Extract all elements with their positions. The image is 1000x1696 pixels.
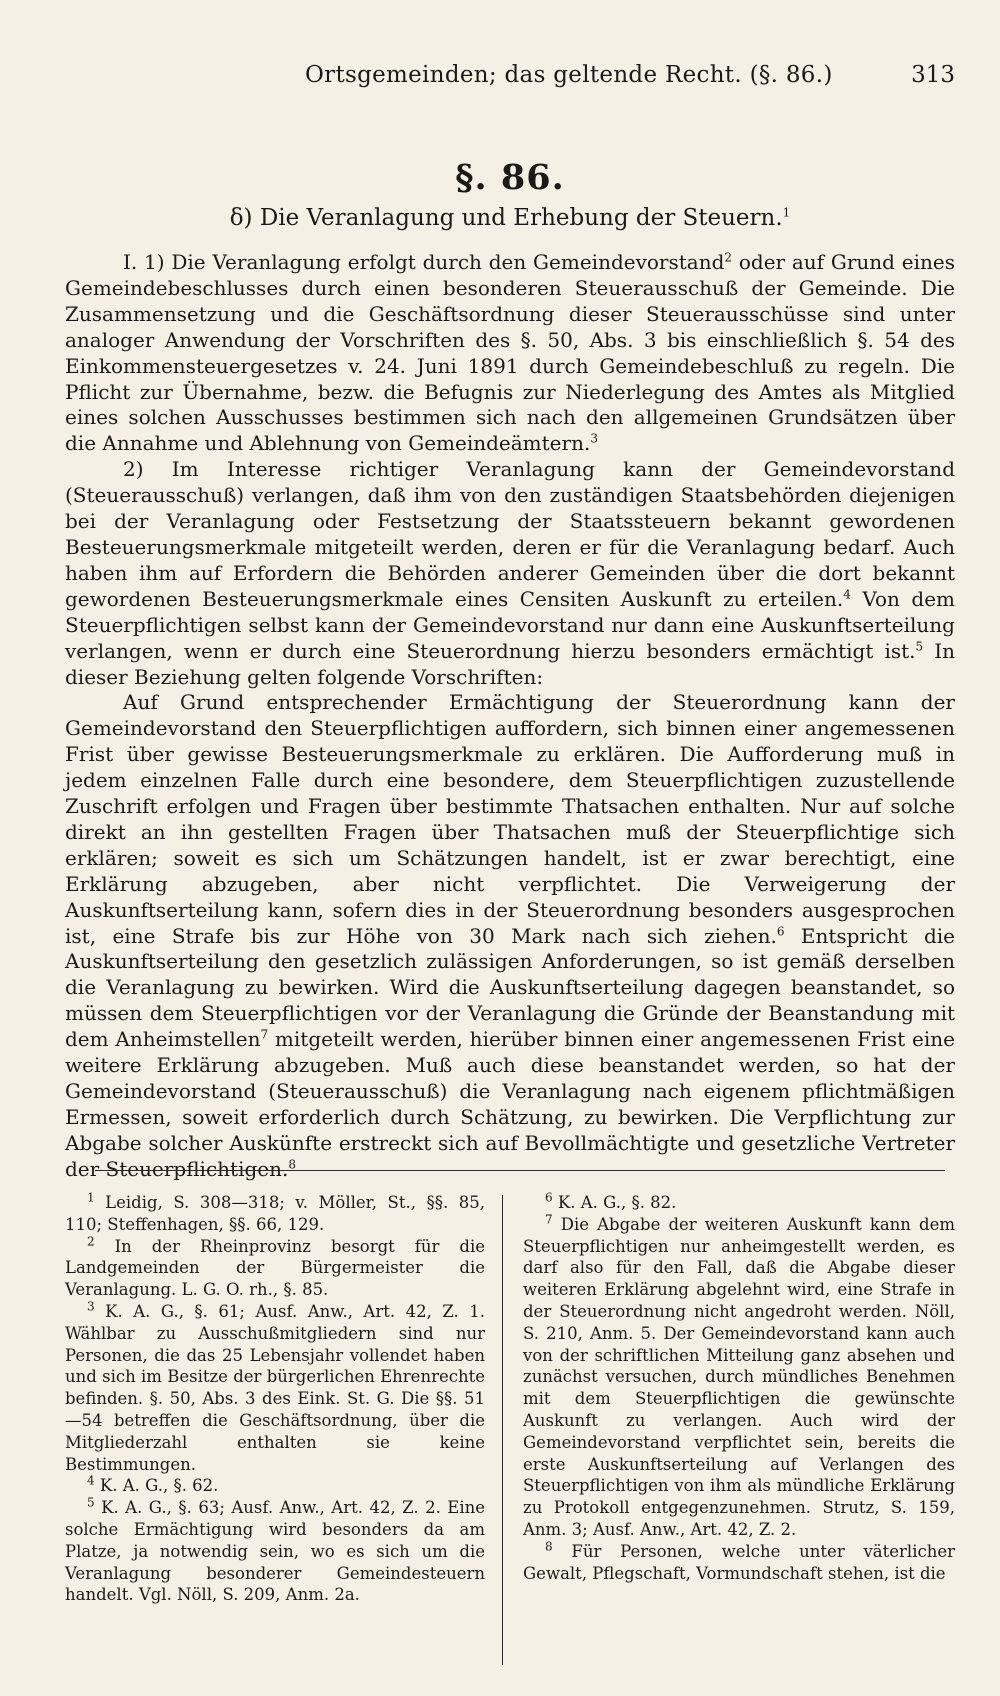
footnote-number: 7 — [545, 1212, 553, 1227]
footnotes-right-column — [523, 1192, 955, 1584]
footnote-text: In der Rheinprovinz besorgt für die Landgemeinden der Bürgermeister die Veranlagung. L. G. O. rh., §. 85. — [65, 1236, 486, 1300]
paragraph-text: Entspricht die Auskunftserteilung den gesetzlich zulässigen Anforderungen, so ist gemäß derselben die Veranlagung zu bewirken. Wird die Auskunftserteilung dagegen beanstandet, so müssen dem Steuerpflichtigen vor der Veranlagung die Gründe der Beanstandung mit dem Anheimstellen — [65, 923, 955, 1052]
footnote-number: 8 — [545, 1539, 553, 1554]
footnote-number: 4 — [87, 1473, 95, 1488]
section-number: §. 86. — [455, 157, 565, 198]
footnote-number: 5 — [87, 1495, 95, 1510]
footnote-5 — [65, 1497, 485, 1606]
paragraph-text: Auf Grund entsprechender Ermächtigung der Steuerordnung kann der Gemeindevorstand den Steuerpflichtigen auffordern, sich binnen einer angemessenen Frist über gewisse Besteuerungsmerkmale zu erklären. Die Aufforderung muß in jedem einzelnen Falle durch eine besondere, dem Steuerpflichtigen zuzustellende Zuschrift erfolgen und Fragen über bestimmte Thatsachen enthalten. Nur auf solche direkt an ihn gestellten Fragen über Thatsachen muß der Steuerpflichtige sich erklären; soweit es sich um Schätzungen handelt, ist er zwar berechtigt, eine Erklärung abzugeben, aber nicht verpflichtet. Die Verweigerung der Auskunftserteilung kann, sofern dies in der Steuerordnung besonders ausgesprochen ist, eine Strafe bis zur Höhe von 30 Mark nach sich ziehen. — [65, 690, 955, 948]
book-page — [65, 52, 955, 1672]
footnote-number: 1 — [87, 1190, 95, 1205]
body-text — [65, 250, 955, 1183]
paragraph-text: oder auf Grund eines Gemeindebeschlusses durch einen besonderen Steuerausschuß der Gemeinde. Die Zusammensetzung und die Geschäftsordnung dieser Steuerausschüsse sind unter analoger Anwendung der Vorschriften des §. 50, Abs. 3 bis einschließlich §. 54 des Einkommensteuergesetzes v. 24. Juni 1891 durch Gemeindebeschluß zu regeln. Die Pflicht zur Übernahme, bezw. die Befugnis zur Niederlegung des Amtes als Mitglied eines solchen Ausschusses bestimmen sich nach den allgemeinen Grundsätzen über die Annahme und Ablehnung von Gemeindeämtern. — [65, 250, 955, 456]
paragraph-text: mitgeteilt werden, hierüber binnen einer angemessenen Frist eine weitere Erklärung abzugeben. Muß auch diese beanstandet werden, so hat der Gemeindevorstand (Steuerausschuß) die Veranlagung nach eigenem pflichtmäßigen Ermessen, soweit erforderlich durch Schätzung, zu bewirken. Die Verpflichtung zur Abgabe solcher Auskünfte erstreckt sich auf Bevollmächtigte und gesetzliche Vertreter der Steuerpflichtigen. — [65, 1027, 955, 1181]
footnote-number: 2 — [87, 1234, 95, 1249]
footnote-marker: 3 — [590, 431, 598, 446]
footnote-column-divider — [502, 1195, 503, 1665]
footnote-separator — [95, 1170, 945, 1171]
footnote-2 — [65, 1236, 485, 1301]
footnote-3 — [65, 1301, 485, 1475]
footnote-4 — [65, 1475, 485, 1497]
footnote-marker: 1 — [782, 205, 791, 220]
footnote-text: Leidig, S. 308—318; v. Möller, St., §§. 85, 110; Steffenhagen, §§. 66, 129. — [65, 1193, 485, 1234]
footnote-marker: 4 — [843, 587, 851, 602]
paragraph-3 — [65, 690, 955, 1182]
running-title: Ortsgemeinden; das geltende Recht. (§. 86.) — [305, 62, 833, 88]
paragraph-text: 2) Im Interesse richtiger Veranlagung kann der Gemeindevorstand (Steuerausschuß) verlangen, daß ihm von den zuständigen Staatsbehörden diejenigen bei der Veranlagung oder Festsetzung der Staatssteuern bekannt gewordenen Besteuerungsmerkmale mitgeteilt werden, deren er für die Veranlagung bedarf. Auch haben ihm auf Erfordern die Behörden anderer Gemeinden über die dort bekannt gewordenen Besteuerungsmerkmale eines Censiten Auskunft zu erteilen. — [65, 457, 955, 611]
footnote-text: Für Personen, welche unter väterlicher Gewalt, Pflegschaft, Vormundschaft stehen, ist die — [523, 1541, 956, 1583]
footnotes-left-column — [65, 1192, 485, 1606]
footnote-text: K. A. G., §. 82. — [557, 1193, 677, 1212]
paragraph-text: In dieser Beziehung gelten folgende Vorschriften: — [65, 638, 956, 689]
footnote-marker: 7 — [260, 1027, 269, 1042]
paragraph-1 — [65, 250, 955, 457]
footnote-number: 6 — [545, 1190, 553, 1205]
footnote-marker: 2 — [724, 250, 733, 265]
section-title-text: δ) Die Veranlagung und Erhebung der Steuern. — [229, 205, 783, 231]
paragraph-text: I. 1) Die Veranlagung erfolgt durch den Gemeindevorstand — [123, 250, 725, 274]
footnote-text: K. A. G., §. 63; Ausf. Anw., Art. 42, Z. 2. Eine solche Ermächtigung wird besonders da am Platze, ja notwendig sein, wo es sich um die Veranlagung besonderer Gemeindesteuern handelt. Vgl. Nöll, S. 209, Anm. 2a. — [65, 1498, 485, 1605]
footnote-marker: 6 — [776, 923, 785, 938]
footnote-text: K. A. G., §. 62. — [99, 1476, 219, 1496]
footnote-marker: 5 — [915, 638, 924, 653]
paragraph-2 — [65, 457, 955, 690]
footnote-number: 3 — [87, 1299, 95, 1314]
page-number: 313 — [911, 62, 955, 88]
footnote-8 — [523, 1541, 955, 1585]
footnote-1 — [65, 1192, 485, 1236]
footnote-text: K. A. G., §. 61; Ausf. Anw., Art. 42, Z. 1. Wählbar zu Ausschußmitgliedern sind nur Personen, die das 25 Lebensjahr vollendet haben und sich im Besitze der bürgerlichen Ehrenrechte befinden. §. 50, Abs. 3 des Eink. St. G. Die §§. 51—54 betreffen die Geschäftsordnung, über die Mitgliederzahl enthalten sie keine Bestimmungen. — [65, 1301, 485, 1474]
footnote-marker: 8 — [288, 1157, 296, 1172]
footnote-6 — [523, 1192, 955, 1214]
section-title — [65, 205, 955, 231]
paragraph-text: Von dem Steuerpflichtigen selbst kann der Gemeindevorstand nur dann eine Auskunftserteilung verlangen, wenn er durch eine Steuerordnung hierzu besonders ermächtigt ist. — [65, 586, 955, 663]
footnote-7 — [523, 1214, 955, 1541]
footnote-text: Die Abgabe der weiteren Auskunft kann dem Steuerpflichtigen nur anheimgestellt werden, es darf also für den Fall, daß die Abgabe dieser weiteren Erklärung abgelehnt wird, eine Strafe in der Steuerordnung nicht angedroht werden. Nöll, S. 210, Anm. 5. Der Gemeindevorstand kann auch von der schriftlichen Mitteilung ganz absehen und zunächst versuchen, durch mündliches Benehmen mit dem Steuerpflichtigen die gewünschte Auskunft zu verlangen. Auch wird der Gemeindevorstand verpflichtet sein, bereits die erste Auskunftserteilung auf Verlangen des Steuerpflichtigen von ihm als mündliche Erklärung zu Protokoll entgegenzunehmen. Strutz, S. 159, Anm. 3; Ausf. Anw., Art. 42, Z. 2. — [523, 1214, 955, 1539]
running-head — [65, 52, 955, 92]
